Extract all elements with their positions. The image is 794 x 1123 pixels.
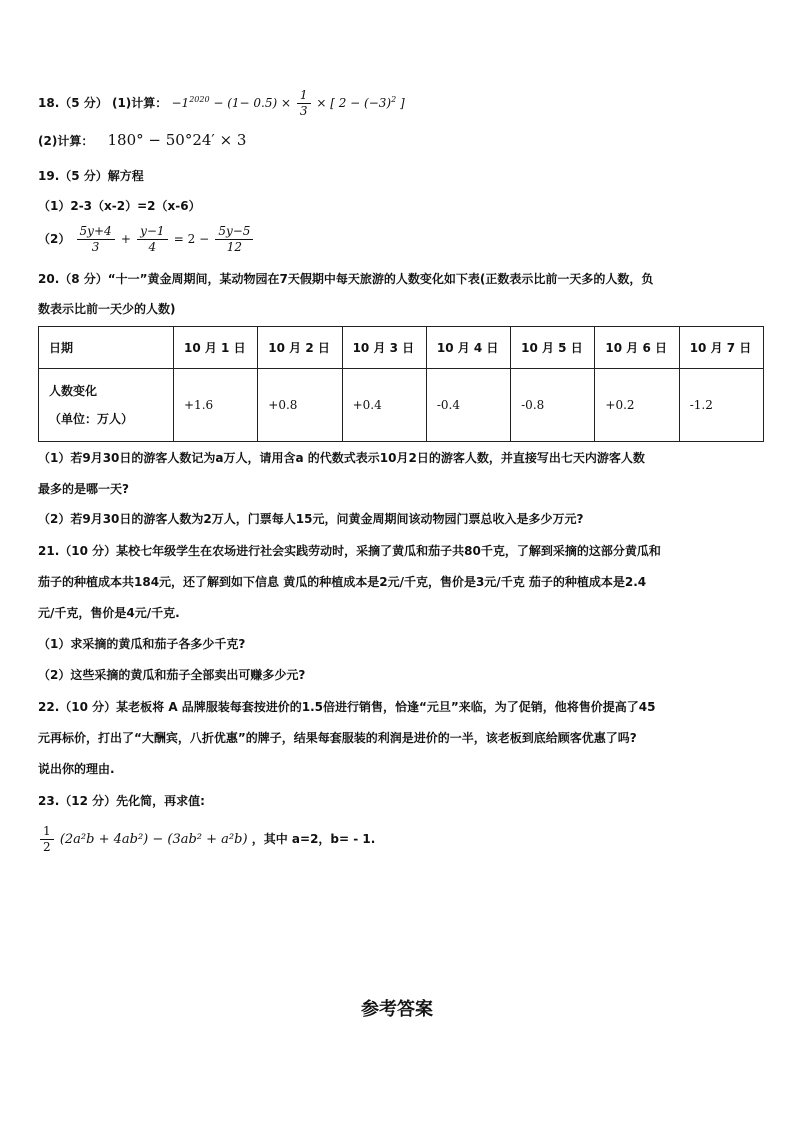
- q22-line-2: 元再标价，打出了“大酬宾，八折优惠”的牌子，结果每套服装的利润是进价的一半，该老板到底给顾客优惠了吗?: [38, 731, 637, 745]
- q19-fraction-2: $\frac{y-1}{4}$: [137, 224, 167, 255]
- q19-part2-prefix: （2）: [38, 232, 71, 246]
- table-header-cell: 10 月 4 日: [426, 327, 510, 369]
- table-cell: -0.4: [426, 369, 510, 442]
- q20-line-1: 20.（8 分）“十一”黄金周期间，某动物园在7天假期中每天旅游的人数变化如下表(正数表示比前一天多的人数，负: [38, 272, 654, 286]
- q23-condition: ，其中 a=2，b= - 1.: [251, 832, 376, 846]
- q23-title: 23.（12 分）先化简，再求值:: [38, 794, 205, 808]
- row-label-line-2: （单位：万人）: [49, 412, 134, 426]
- q23-expression: (2a²b + 4ab²) − (3ab² + a²b): [59, 832, 248, 847]
- q20-sub1-line-1: （1）若9月30日的游客人数记为a万人，请用含a 的代数式表示10月2日的游客人数，并直接写出七天内游客人数: [38, 451, 645, 465]
- q18-part2-label: (2)计算：: [38, 134, 94, 148]
- equals-sign: = 2 −: [173, 232, 210, 246]
- table-header-cell: 10 月 3 日: [342, 327, 426, 369]
- table-cell: +1.6: [174, 369, 258, 442]
- q20-sub2: （2）若9月30日的游客人数为2万人，门票每人15元，问黄金周期间该动物园门票总收入是多少万元?: [38, 512, 584, 526]
- q20-line-2: 数表示比前一天少的人数): [38, 302, 176, 316]
- table-header-cell: 10 月 7 日: [679, 327, 763, 369]
- table-cell: +0.4: [342, 369, 426, 442]
- q18-expression-1: $-1^{2020} - (1- 0.5)$ × $\frac{1}{3}$ × [ $2 - (-3)^2$ ]: [171, 88, 405, 118]
- table-row: [39, 369, 764, 442]
- q22-line-3: 说出你的理由.: [38, 762, 115, 776]
- table-header-cell: 10 月 1 日: [174, 327, 258, 369]
- q18-label: 18.（5 分） (1)计算：: [38, 96, 168, 110]
- q18-line: [38, 88, 405, 119]
- table-header-cell: 10 月 2 日: [258, 327, 342, 369]
- q19-part2-line: [38, 224, 255, 255]
- fraction-one-third: $\frac{1}{3}$: [297, 88, 311, 119]
- q21-line-3: 元/千克，售价是4元/千克.: [38, 606, 180, 620]
- q21-line-1: 21.（10 分）某校七年级学生在农场进行社会实践劳动时，采摘了黄瓜和茄子共80千克，了解到采摘的这部分黄瓜和: [38, 544, 661, 558]
- q20-sub1-line-2: 最多的是哪一天?: [38, 482, 129, 496]
- q18-expression-2: 180° − 50°24′ × 3: [107, 131, 247, 149]
- table-row-label: [39, 369, 174, 442]
- q19-part1: （1）2-3（x-2）=2（x-6）: [38, 199, 201, 213]
- table-header-cell: 日期: [39, 327, 174, 369]
- table-header-row: [39, 327, 764, 369]
- q19-fraction-1: $\frac{5y+4}{3}$: [77, 224, 115, 255]
- table-header-cell: 10 月 6 日: [595, 327, 679, 369]
- q21-line-2: 茄子的种植成本共184元，还了解到如下信息 黄瓜的种植成本是2元/千克，售价是3元/千克 茄子的种植成本是2.4: [38, 575, 647, 589]
- q23-expression-line: [38, 824, 375, 855]
- table-cell: +0.8: [258, 369, 342, 442]
- table-header-cell: 10 月 5 日: [511, 327, 595, 369]
- table-cell: -0.8: [511, 369, 595, 442]
- visitor-change-table: [38, 326, 764, 442]
- q21-sub1: （1）求采摘的黄瓜和茄子各多少千克?: [38, 637, 246, 651]
- row-label-line-1: 人数变化: [49, 384, 98, 398]
- q18-part2-line: [38, 131, 246, 150]
- q19-fraction-3: $\frac{5y-5}{12}$: [215, 224, 253, 255]
- plus-sign: +: [120, 232, 131, 246]
- q22-line-1: 22.（10 分）某老板将 A 品牌服装每套按进价的1.5倍进行销售，恰逢“元旦”来临，为了促销，他将售价提高了45: [38, 700, 656, 714]
- table-cell: -1.2: [679, 369, 763, 442]
- table-cell: +0.2: [595, 369, 679, 442]
- answer-section-title: 参考答案: [361, 999, 433, 1020]
- q19-title: 19.（5 分）解方程: [38, 169, 144, 183]
- q21-sub2: （2）这些采摘的黄瓜和茄子全部卖出可赚多少元?: [38, 668, 306, 682]
- fraction-one-half: $\frac{1}{2}$: [40, 824, 54, 855]
